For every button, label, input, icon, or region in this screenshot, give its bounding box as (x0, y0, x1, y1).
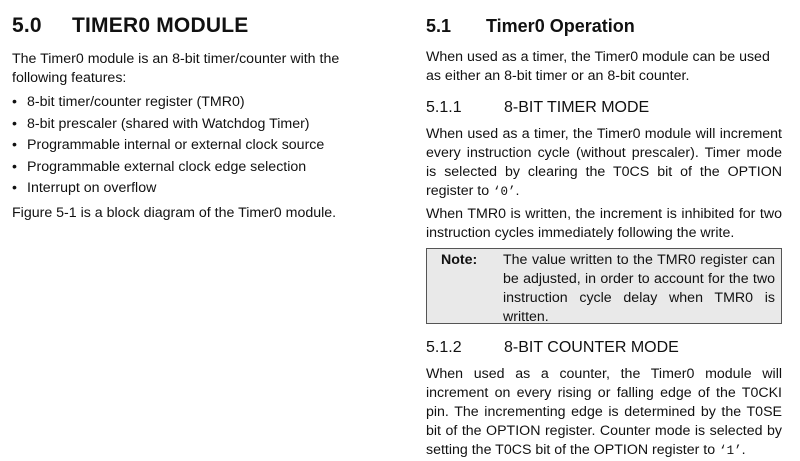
section-title: TIMER0 MODULE (72, 14, 249, 37)
list-item: • Programmable internal or external clock source (12, 135, 380, 157)
subsection-title: Timer0 Operation (486, 16, 635, 36)
figure-reference: Figure 5-1 is a block diagram of the Timer0 module. (12, 205, 337, 221)
timer-mode-value: ‘0’ (493, 185, 516, 199)
list-item: • Interrupt on overflow (12, 178, 380, 200)
operation-paragraph: When used as a timer, the Timer0 module can be used as either an 8-bit timer or an 8-bit counter. (426, 49, 770, 84)
subsection-number: 5.1 (426, 16, 452, 36)
intro-paragraph: The Timer0 module is an 8-bit timer/counter with the following features: (12, 51, 340, 86)
note-label: Note: (441, 252, 478, 268)
subsection-heading (426, 16, 635, 37)
counter-mode-paragraph (426, 365, 782, 461)
timer-mode-text: When used as a timer, the Timer0 module will increment every instruction cycle (without prescaler). Timer mode is selected by clearing the T0CS bit of the OPTION register to (426, 126, 782, 199)
timer-write-paragraph: When TMR0 is written, the increment is inhibited for two instruction cycles immediately following the write. (426, 206, 782, 241)
timer-mode-title: 8-BIT TIMER MODE (504, 99, 650, 116)
section-heading (12, 14, 248, 38)
list-item: • Programmable external clock edge selection (12, 157, 380, 179)
note-text: The value written to the TMR0 register can be adjusted, in order to account for the two instruction cycle delay when TMR0 is written. (503, 252, 775, 325)
timer-mode-text-end: . (515, 183, 520, 199)
counter-mode-title: 8-BIT COUNTER MODE (504, 339, 679, 356)
counter-mode-heading (426, 339, 679, 357)
counter-mode-number: 5.1.2 (426, 339, 462, 356)
feature-list (12, 92, 380, 200)
counter-mode-value: ‘1’ (719, 444, 742, 458)
timer-mode-paragraph (426, 125, 782, 202)
section-number: 5.0 (12, 14, 42, 37)
timer-mode-heading (426, 99, 649, 117)
timer-mode-number: 5.1.1 (426, 99, 462, 116)
note-box (426, 248, 782, 324)
counter-mode-text-end: . (741, 442, 746, 458)
list-item: • 8-bit prescaler (shared with Watchdog Timer) (12, 114, 380, 136)
counter-mode-text: When used as a counter, the Timer0 module will increment on every rising or falling edge of the T0CKI pin. The incrementing edge is determined by the T0SE bit of the OPTION register. Counter mode is selected by setting the T0CS bit of the OPTION register to (426, 366, 782, 458)
list-item: • 8-bit timer/counter register (TMR0) (12, 92, 380, 114)
